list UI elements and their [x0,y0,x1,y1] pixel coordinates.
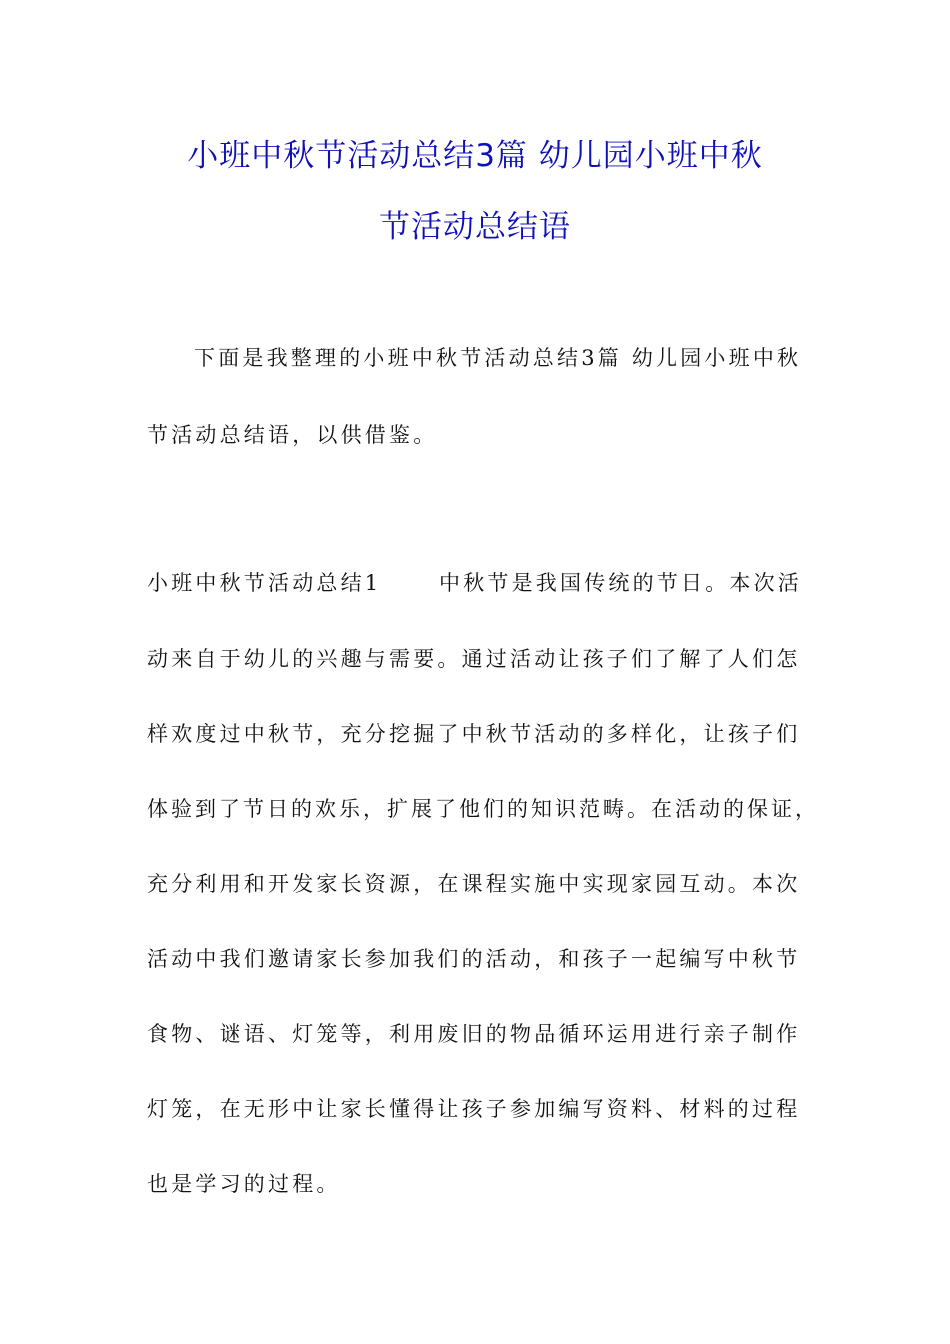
section-1-text-line-7: 食物、谜语、灯笼等，利用废旧的物品循环运用进行亲子制作 [147,1022,801,1046]
section-1-line-1 [147,569,827,597]
section-1-text-line-8: 灯笼，在无形中让家长懂得让孩子参加编写资料、材料的过程 [147,1097,801,1121]
section-1-text-line-4: 体验到了节日的欢乐，扩展了他们的知识范畴。在活动的保证， [147,797,819,821]
document-title-line-1: 小班中秋节活动总结3篇 幼儿园小班中秋 [187,138,763,174]
section-1-text-line-9: 也是学习的过程。 [147,1172,341,1196]
section-1-heading: 小班中秋节活动总结1 [147,571,382,595]
document-title-line-2: 节活动总结语 [379,209,571,245]
section-1-text-line-6: 活动中我们邀请家长参加我们的活动，和孩子一起编写中秋节 [147,947,801,971]
intro-paragraph-line-2: 节活动总结语，以供借鉴。 [147,423,438,447]
section-1-text-line-2: 动来自于幼儿的兴趣与需要。通过活动让孩子们了解了人们怎 [147,647,801,671]
section-1-text-line-3: 样欢度过中秋节，充分挖掘了中秋节活动的多样化，让孩子们 [147,722,801,746]
section-1-text-line-5: 充分利用和开发家长资源，在课程实施中实现家园互动。本次 [147,872,801,896]
intro-paragraph-line-1: 下面是我整理的小班中秋节活动总结3篇 幼儿园小班中秋 [194,346,802,370]
section-1-text-line-1: 中秋节是我国传统的节日。本次活 [439,571,802,595]
